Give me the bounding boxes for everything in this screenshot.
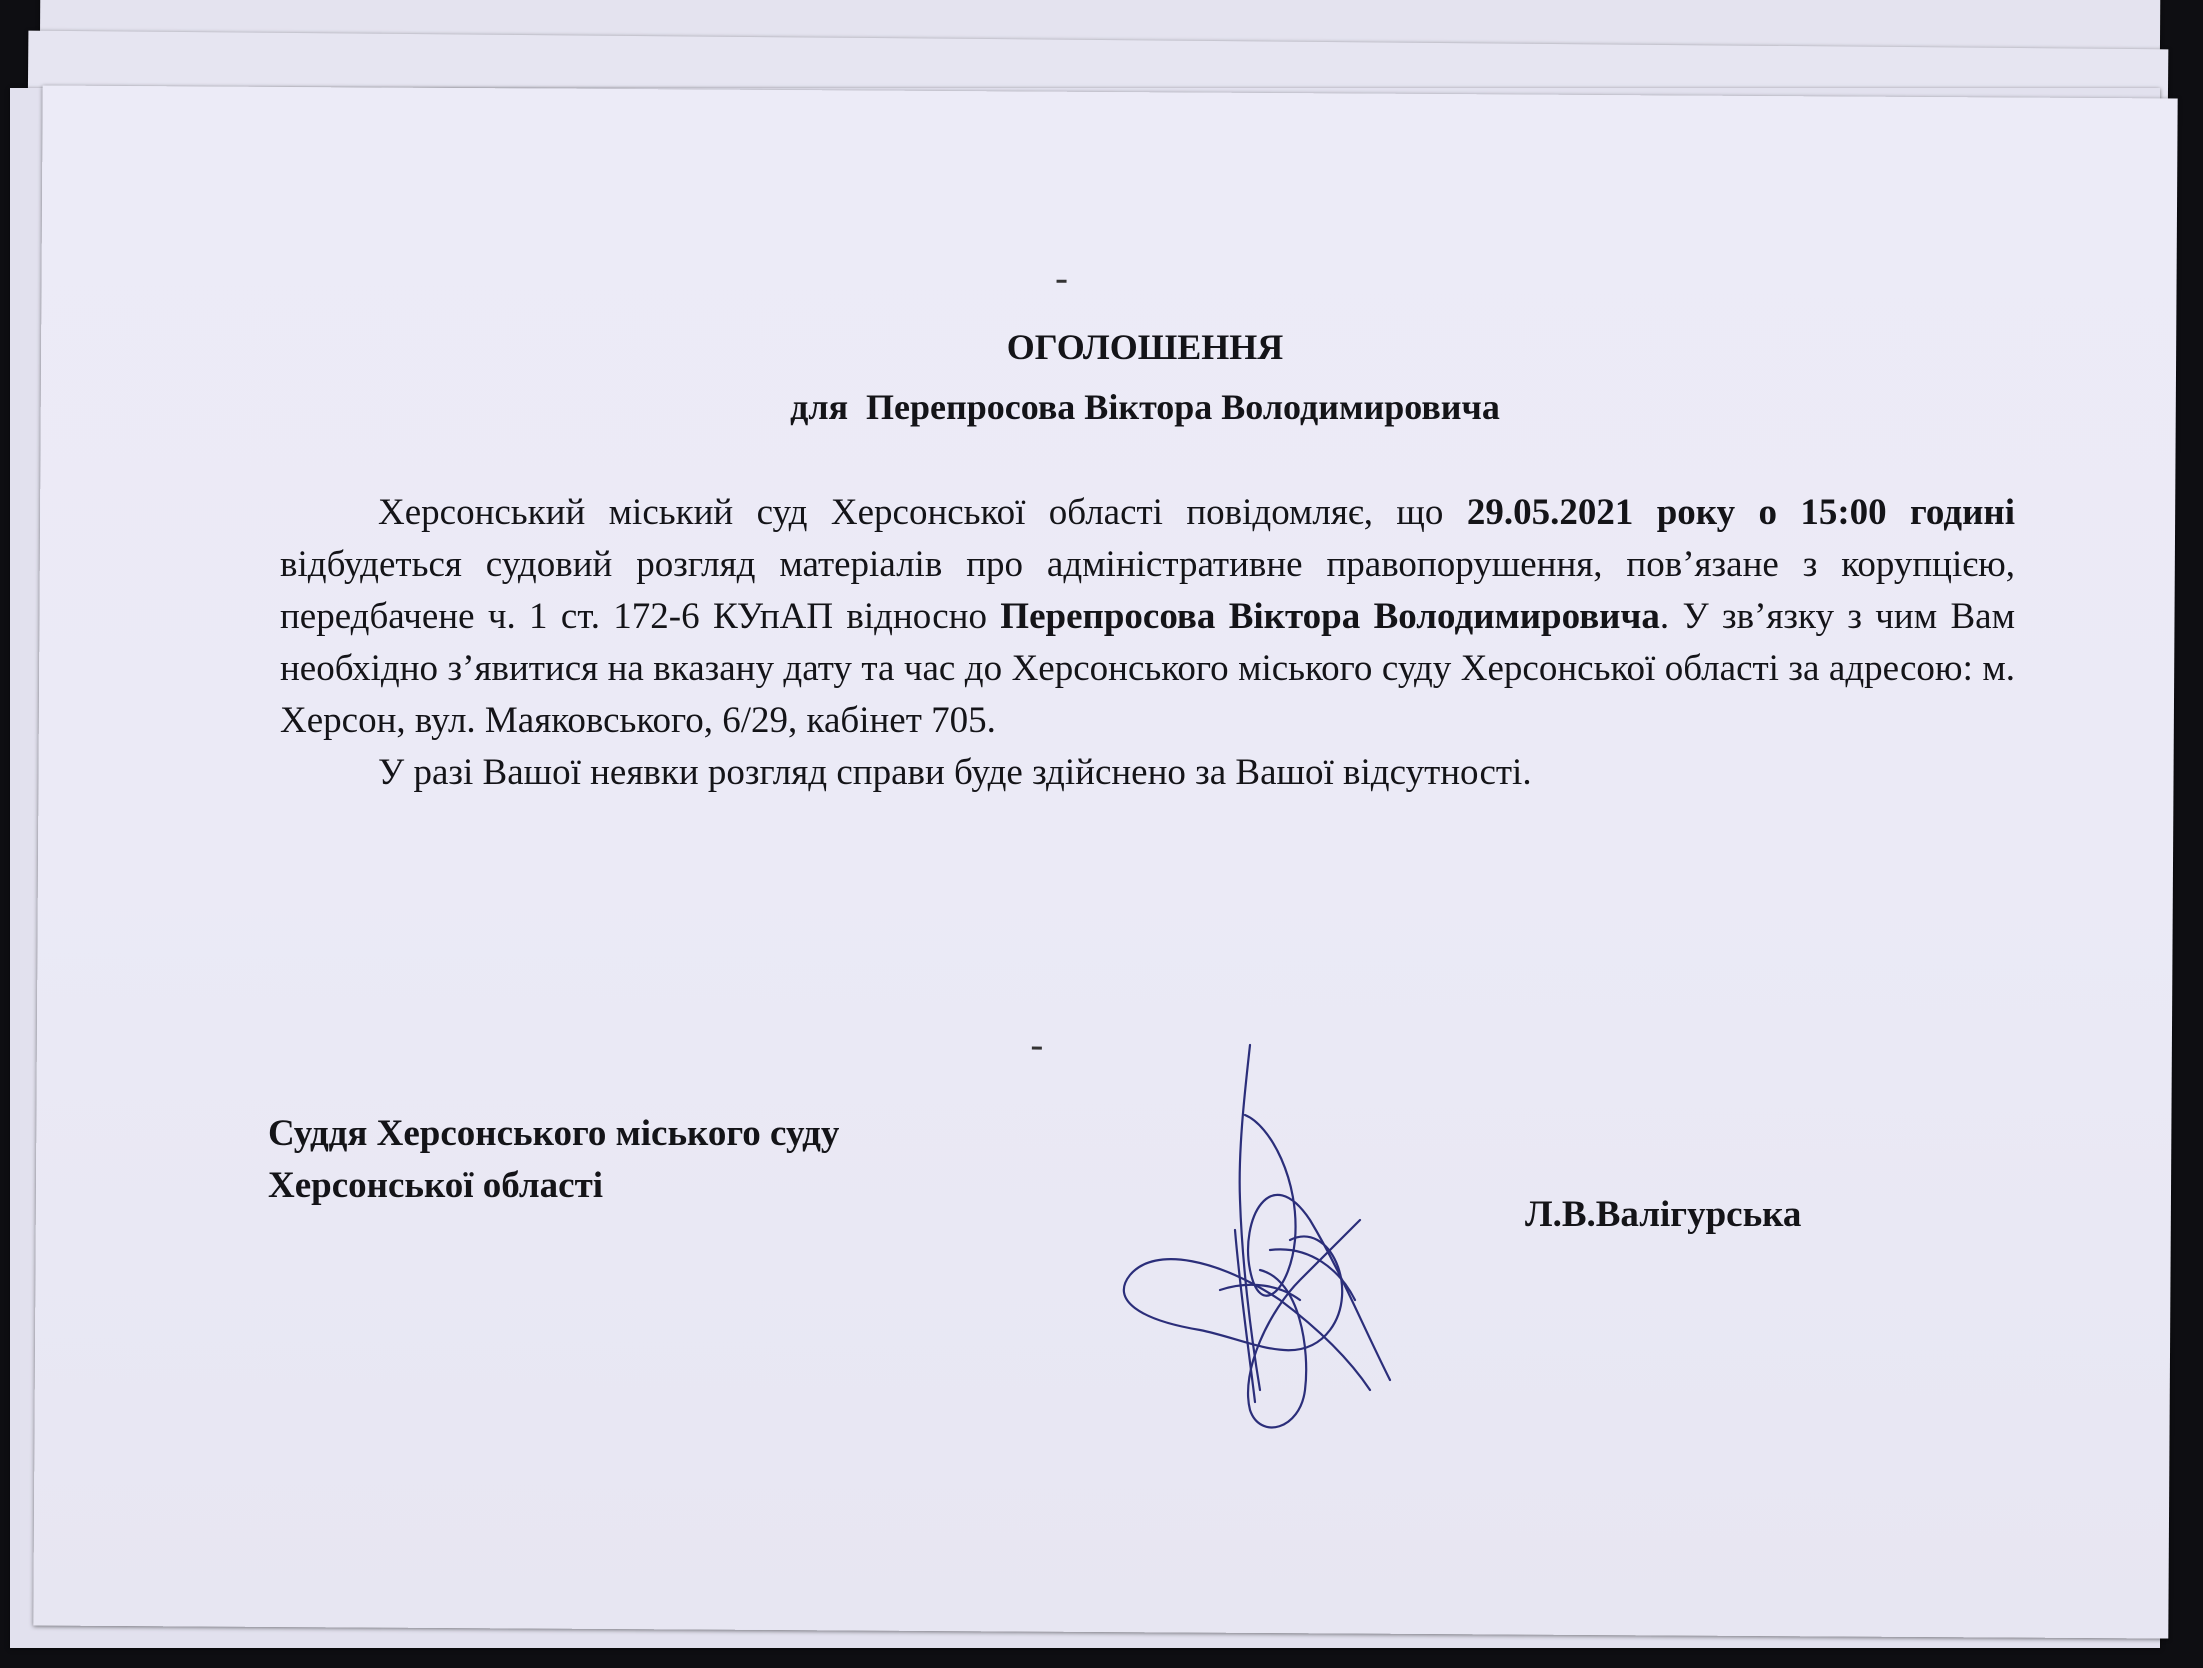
signatory-position-line: Херсонської області [268, 1165, 604, 1206]
notice-paragraph-2: У разі Вашої неявки розгляд справи буде здійснено за Вашої відсутності. [378, 752, 1532, 793]
notice-addressee: для Перепросова Віктора Володимировича [790, 387, 1500, 427]
print-mark [1032, 1047, 1042, 1050]
notice-paragraph-1 [280, 487, 2015, 747]
notice-title: ОГОЛОШЕННЯ [1006, 327, 1284, 367]
person-name: Перепросова Віктора Володимировича [1000, 596, 1660, 637]
body-text: відбудеться судовий розгляд матеріалів про адміністративне правопорушення, пов’язане з корупцією, передбачене ч. 1 ст. 172-6 КУпАП відносно [280, 544, 2015, 637]
signatory-position-line: Суддя Херсонського міського суду [268, 1113, 840, 1154]
signatory-position [268, 1108, 839, 1212]
body-text: . У зв’язку з чим Вам необхідно з’явитися на вказану дату та час до Херсонського міського суду Херсонської області за адресою: м. Херсон, вул. Маяковського, 6/29, кабінет 705. [280, 596, 2015, 741]
hearing-datetime: 29.05.2021 року о 15:00 годині [1466, 492, 2015, 533]
body-text: Херсонський міський суд Херсонської області повідомляє, що [378, 492, 1467, 533]
signatory-name: Л.В.Валігурська [1525, 1194, 1802, 1235]
notice-body [280, 487, 2015, 799]
print-mark [1057, 280, 1067, 283]
handwritten-signature [1100, 1030, 1420, 1455]
